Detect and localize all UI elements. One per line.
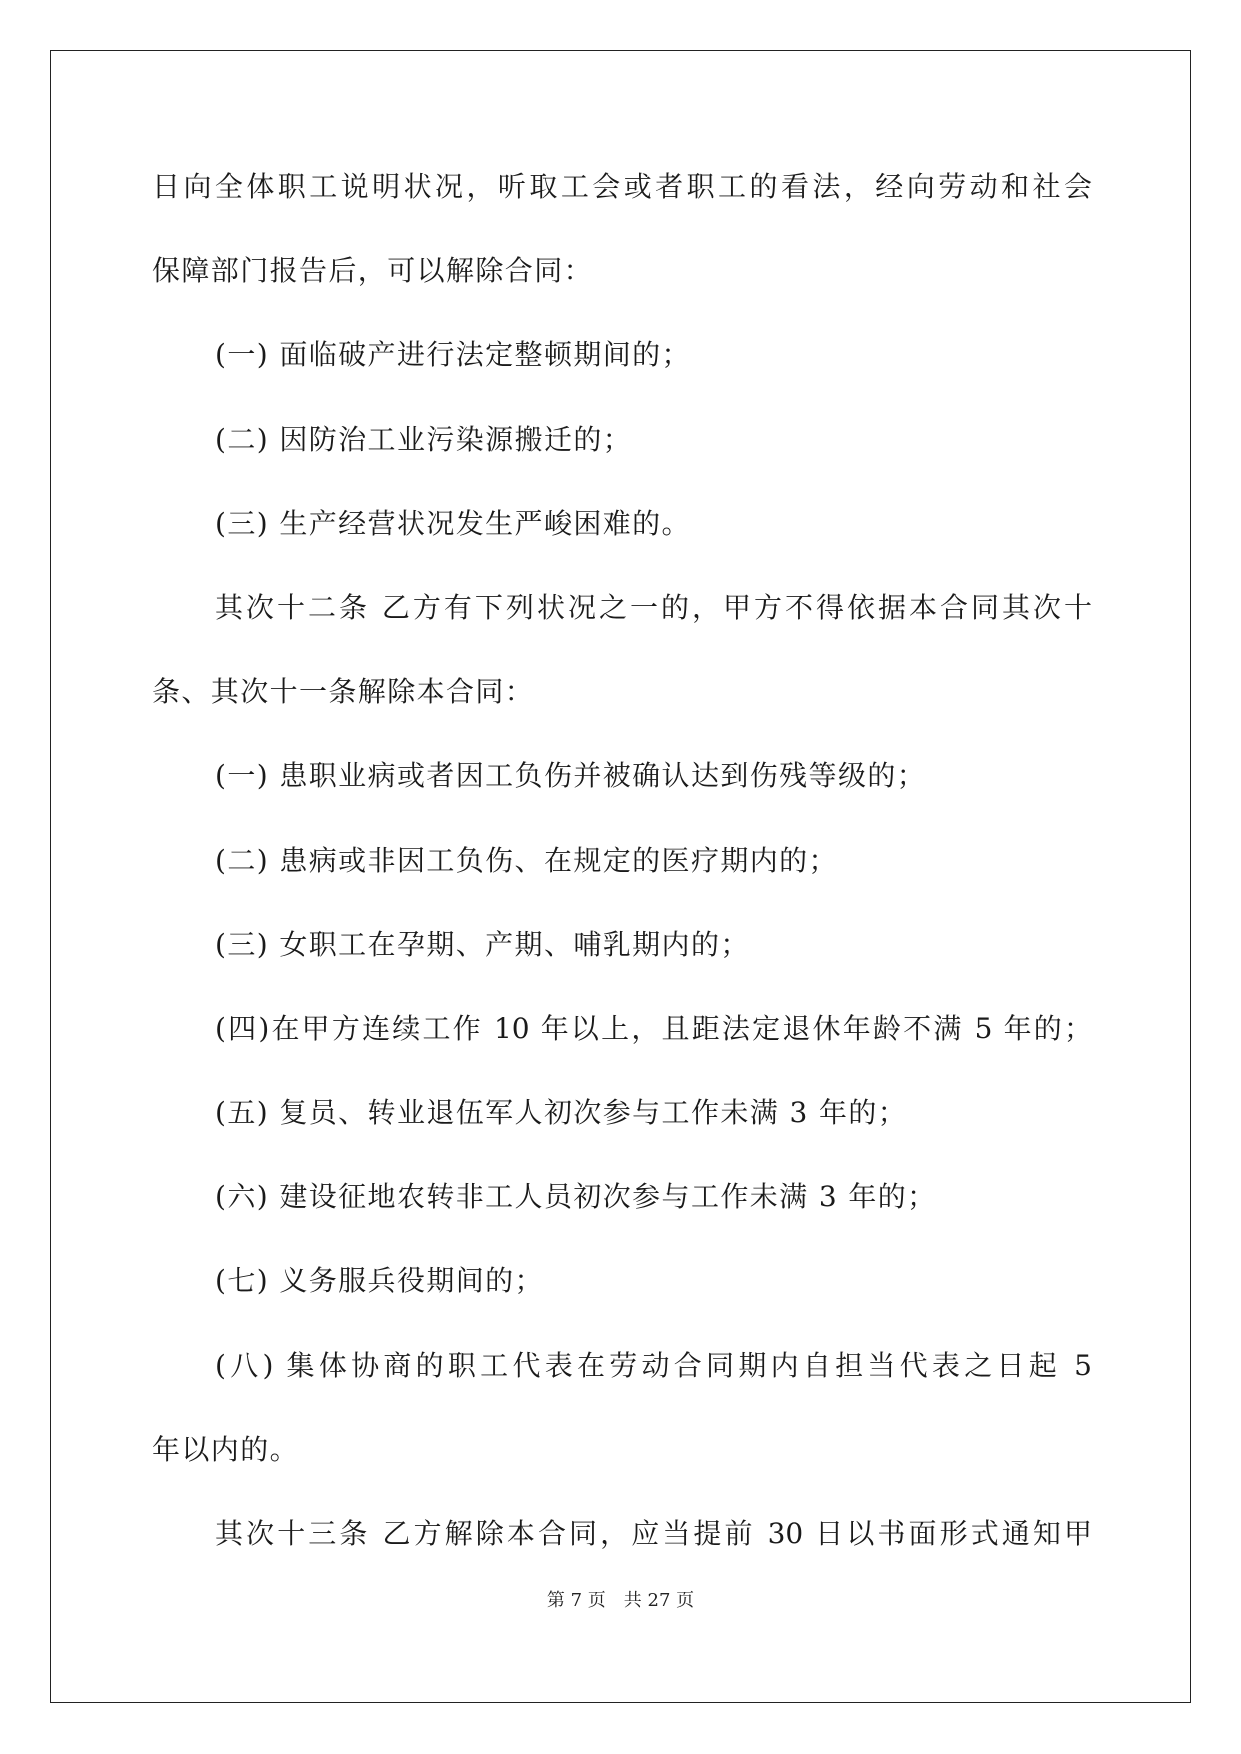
text-line: 其次十三条 乙方解除本合同，应当提前 30 日以书面形式通知甲 bbox=[215, 1517, 1092, 1550]
text-line: (一) 患职业病或者因工负伤并被确认达到伤残等级的； bbox=[215, 759, 927, 793]
document-body bbox=[152, 159, 1092, 1590]
text-line: (三) 女职工在孕期、产期、哺乳期内的； bbox=[215, 927, 750, 961]
text-line: (二) 因防治工业污染源搬迁的； bbox=[215, 422, 633, 456]
text-line: (五) 复员、转业退伍军人初次参与工作未满 3 年的； bbox=[215, 1096, 908, 1130]
text-line: 年以内的。 bbox=[152, 1432, 300, 1466]
text-line: (六) 建设征地农转非工人员初次参与工作未满 3 年的； bbox=[215, 1180, 937, 1214]
text-line: (一) 面临破产进行法定整顿期间的； bbox=[215, 338, 691, 372]
text-line: 其次十二条 乙方有下列状况之一的，甲方不得依据本合同其次十 bbox=[215, 590, 1092, 624]
text-line: (四)在甲方连续工作 10 年以上，且距法定退休年龄不满 5 年的； bbox=[215, 1011, 1092, 1045]
text-line: (二) 患病或非因工负伤、在规定的医疗期内的； bbox=[215, 843, 838, 877]
text-line: 日向全体职工说明状况，听取工会或者职工的看法，经向劳动和社会 bbox=[152, 170, 1092, 203]
text-line: 条、其次十一条解除本合同： bbox=[152, 675, 535, 709]
page-number: 第 7 页 共 27 页 bbox=[546, 1590, 695, 1611]
text-line: (八) 集体协商的职工代表在劳动合同期内自担当代表之日起 5 bbox=[215, 1348, 1092, 1382]
text-line: 保障部门报告后，可以解除合同： bbox=[152, 254, 594, 288]
text-line: (三) 生产经营状况发生严峻困难的。 bbox=[215, 506, 691, 540]
text-line: (七) 义务服兵役期间的； bbox=[215, 1264, 544, 1298]
